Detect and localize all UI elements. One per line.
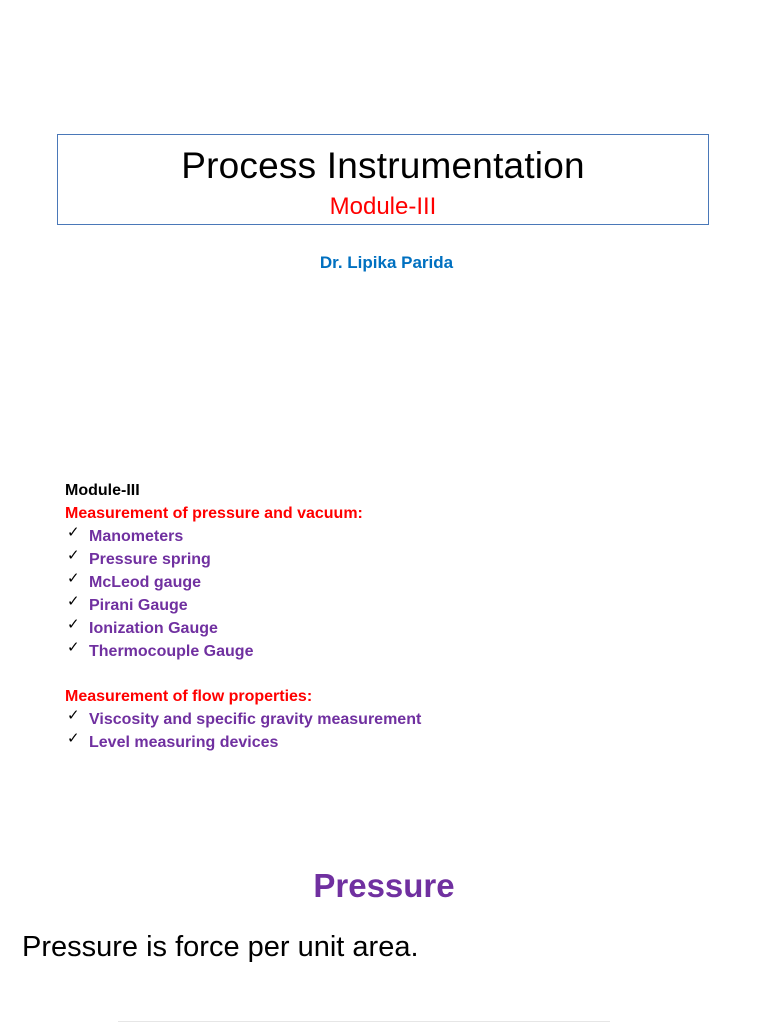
list-item [65,548,665,571]
pressure-heading: Pressure [313,867,455,904]
list-item [65,617,665,640]
module-subtitle: Module-III [329,193,437,220]
list-item-label: Manometers [89,528,184,545]
section-spacer [65,663,665,685]
check-icon: ✓ [67,616,80,633]
list-item [65,640,665,663]
list-item [65,525,665,548]
author-name: Dr. Lipika Parida [319,253,454,272]
list-item-label: Thermocouple Gauge [89,643,254,660]
pressure-topics-list [65,525,665,663]
check-icon: ✓ [67,593,80,610]
syllabus-heading: Module-III [65,482,140,499]
list-item [65,594,665,617]
section-title-flow: Measurement of flow properties: [65,688,313,705]
list-item-label: Level measuring devices [89,734,279,751]
list-item [65,571,665,594]
flow-topics-list [65,708,665,754]
check-icon: ✓ [67,524,80,541]
section-title-pressure: Measurement of pressure and vacuum: [65,505,363,522]
check-icon: ✓ [67,707,80,724]
pressure-definition: Pressure is force per unit area. [22,931,419,963]
list-item [65,708,665,731]
check-icon: ✓ [67,730,80,747]
list-item-label: Pressure spring [89,551,211,568]
list-item [65,731,665,754]
list-item-label: McLeod gauge [89,574,202,591]
page-title: Process Instrumentation [181,145,585,186]
check-icon: ✓ [67,570,80,587]
list-item-label: Pirani Gauge [89,597,188,614]
list-item-label: Ionization Gauge [89,620,218,637]
syllabus-block [65,479,665,754]
slide-divider [118,1021,610,1022]
list-item-label: Viscosity and specific gravity measurement [89,711,422,728]
check-icon: ✓ [67,547,80,564]
title-box [57,134,709,225]
check-icon: ✓ [67,639,80,656]
